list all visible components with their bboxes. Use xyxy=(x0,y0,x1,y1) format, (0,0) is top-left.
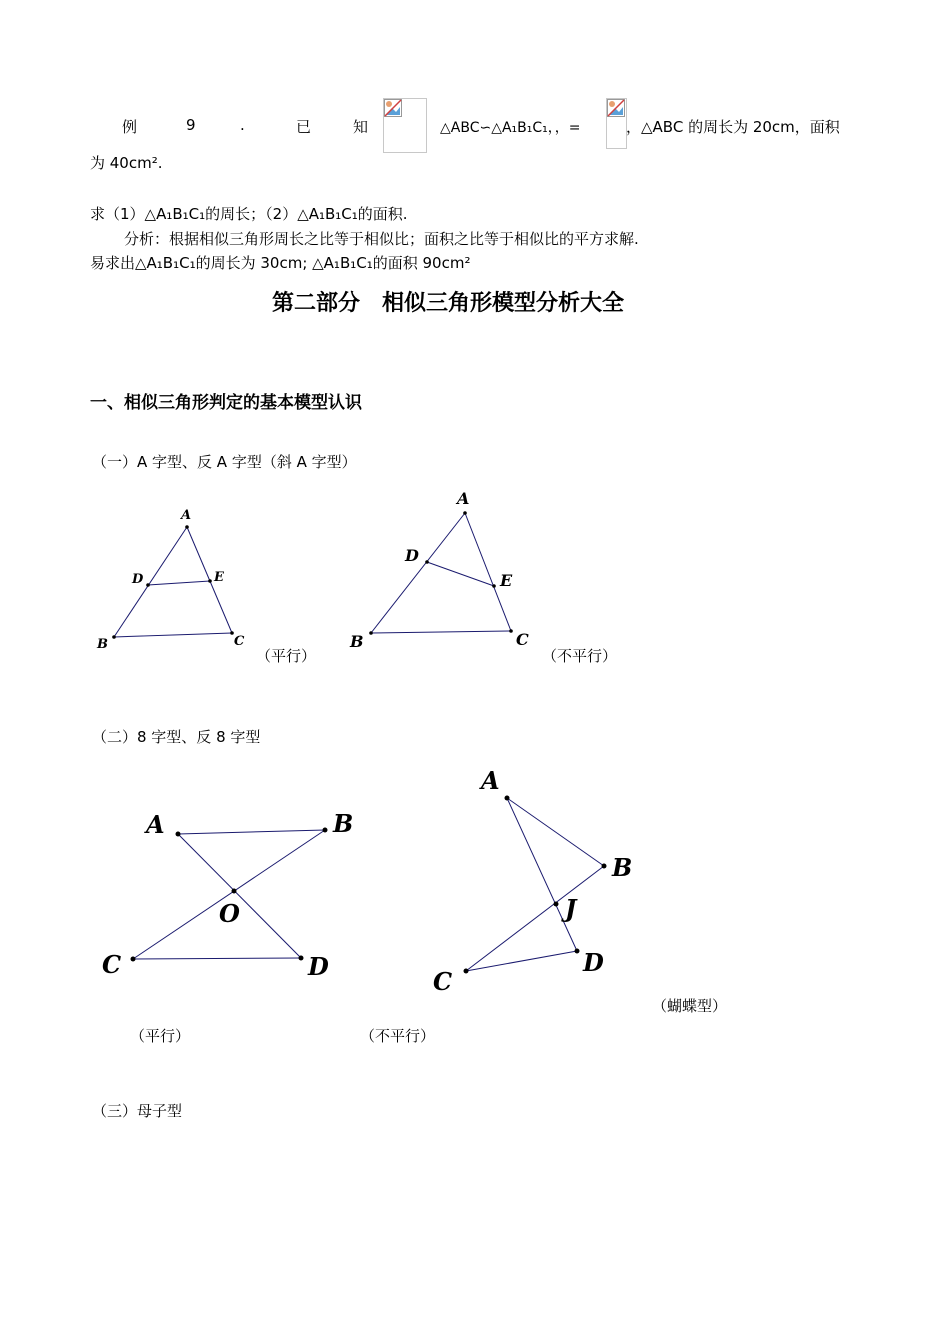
perimeter-statement: ，△ABC 的周长为 20cm，面积 xyxy=(626,118,840,136)
figure-a-shape-parallel xyxy=(90,500,260,660)
label-a: A xyxy=(481,766,500,795)
label-b: B xyxy=(612,853,633,882)
broken-image-icon xyxy=(607,99,625,117)
label-o: O xyxy=(219,899,240,928)
answer: 易求出△A₁B₁C₁的周长为 30cm; △A₁B₁C₁的面积 90cm² xyxy=(90,254,471,272)
formula-image-placeholder xyxy=(383,98,427,153)
analysis: 分析：根据相似三角形周长之比等于相似比；面积之比等于相似比的平方求解. xyxy=(124,230,639,248)
example-word: 已 xyxy=(296,118,312,136)
figure-a-shape-nonparallel xyxy=(340,485,540,660)
section-heading: 一、相似三角形判定的基本模型认识 xyxy=(90,393,362,413)
label-e: E xyxy=(500,571,513,590)
label-b: B xyxy=(333,809,354,838)
example-line2: 为 40cm². xyxy=(90,154,163,172)
example-word: 知 xyxy=(353,118,369,136)
label-j: J xyxy=(565,894,577,923)
question: 求（1）△A₁B₁C₁的周长；（2）△A₁B₁C₁的面积. xyxy=(90,205,408,223)
example-word: . xyxy=(240,116,245,134)
caption-butterfly: （蝴蝶型） xyxy=(652,997,728,1015)
subsection-heading-a-shape: （一）A 字型、反 A 字型（斜 A 字型） xyxy=(92,453,357,471)
caption-nonparallel: （不平行） xyxy=(542,647,618,665)
label-c: C xyxy=(234,634,245,649)
label-d: D xyxy=(405,546,419,565)
example-word: 例 xyxy=(122,118,138,136)
caption-parallel: （平行） xyxy=(256,647,317,665)
broken-image-icon xyxy=(384,99,402,117)
label-a: A xyxy=(181,508,192,523)
label-c: C xyxy=(516,630,529,649)
label-a: A xyxy=(146,810,165,839)
example-word: 9 xyxy=(186,116,196,134)
label-a: A xyxy=(457,489,470,508)
subsection-heading-8-shape: （二）8 字型、反 8 字型 xyxy=(92,728,261,746)
label-e: E xyxy=(214,570,224,585)
caption-8-nonparallel: （不平行） xyxy=(360,1027,436,1045)
label-b: B xyxy=(97,637,108,652)
label-b: B xyxy=(350,632,364,651)
figure-8-shape-parallel xyxy=(95,800,355,990)
label-d: D xyxy=(583,948,604,977)
similar-statement: △ABC∽△A₁B₁C₁，，= xyxy=(440,120,581,136)
label-c: C xyxy=(433,967,453,996)
caption-8-parallel: （平行） xyxy=(130,1027,191,1045)
label-d: D xyxy=(132,572,144,587)
ratio-image-placeholder xyxy=(606,98,627,149)
label-d: D xyxy=(308,952,329,981)
part-title: 第二部分 相似三角形模型分析大全 xyxy=(272,291,625,316)
figure-8-shape-nonparallel xyxy=(420,760,650,1000)
subsection-heading-mother-child: （三）母子型 xyxy=(92,1102,183,1120)
label-c: C xyxy=(102,950,122,979)
